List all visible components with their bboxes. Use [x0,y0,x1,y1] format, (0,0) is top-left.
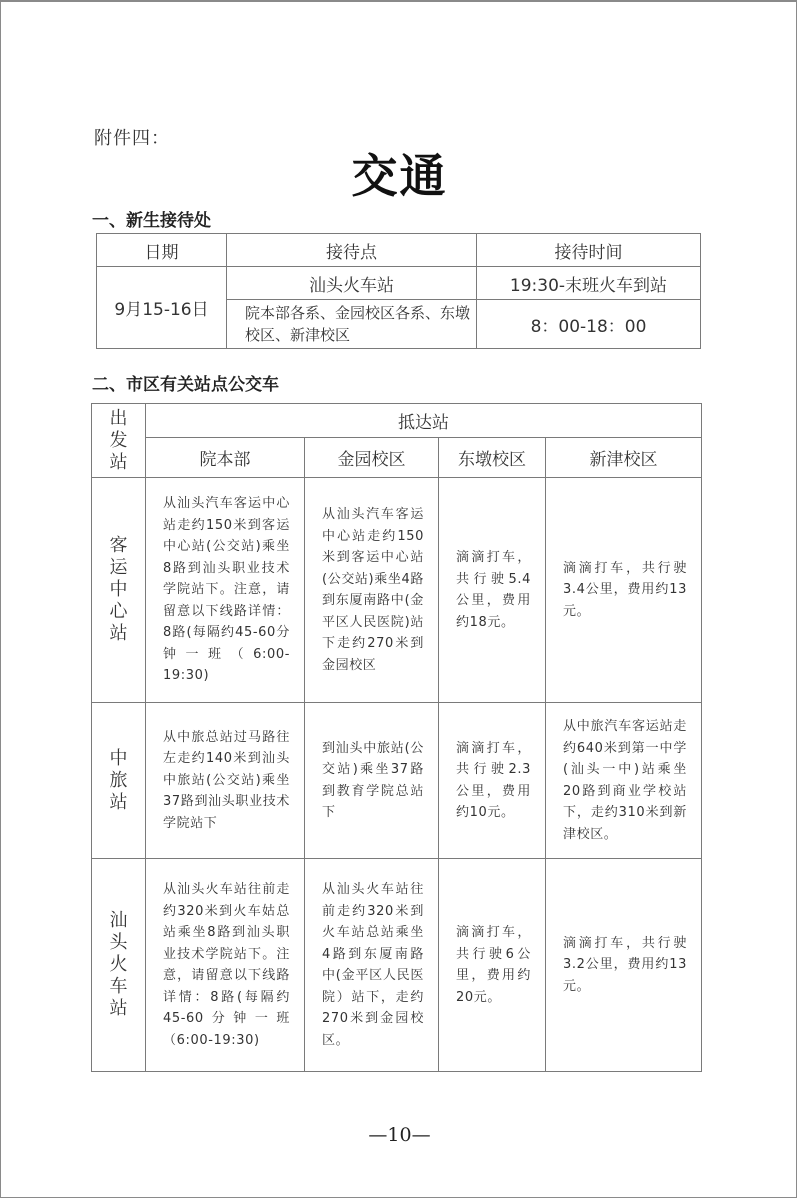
route-cell: 滴滴打车，共行驶3.4公里，费用约13元。 [546,478,702,703]
bus-table [91,403,702,1072]
route-cell: 从汕头火车站往前走约320米到火车站总站乘坐4路到东厦南路中(金平区人民医院）站下，走约270米到金园校区。 [305,859,439,1072]
origin-label: 客运中心站 [109,535,128,644]
origin-label: 汕头火车站 [109,910,128,1019]
header-date: 日期 [97,234,227,267]
place-cell: 院本部各系、金园校区各系、东墩校区、新津校区 [227,300,477,349]
origin-header-cell [92,404,146,478]
dest-header-xinjin: 新津校区 [546,438,702,478]
attachment-label: 附件四： [94,128,170,149]
origin-cell [92,703,146,859]
route-cell: 滴滴打车，共行驶2.3公里，费用约10元。 [439,703,546,859]
route-cell: 到汕头中旅站(公交站)乘坐37路到教育学院总站下 [305,703,439,859]
origin-header: 出发站 [109,407,128,473]
dest-header-main: 院本部 [146,438,305,478]
origin-cell [92,859,146,1072]
time-cell: 8：00-18：00 [477,300,701,349]
route-cell: 从汕头汽车客运中心站走约150米到客运中心站(公交站)乘坐8路到汕头职业技术学院站下。注意，请留意以下线路详情：8路(每隔约45-60分钟一班（6:00-19:30) [146,478,305,703]
table-row [97,267,701,300]
table-header-row [92,438,702,478]
route-cell: 滴滴打车，共行驶3.2公里，费用约13元。 [546,859,702,1072]
reception-table [96,233,701,349]
header-place: 接待点 [227,234,477,267]
origin-label: 中旅站 [109,747,128,813]
time-cell: 19:30-末班火车到站 [477,267,701,300]
route-cell: 从中旅总站过马路往左走约140米到汕头中旅站(公交站)乘坐37路到汕头职业技术学院站下 [146,703,305,859]
destination-header: 抵达站 [146,404,702,438]
table-row [92,703,702,859]
dest-header-jinyuan: 金园校区 [305,438,439,478]
route-cell: 从中旅汽车客运站走约640米到第一中学(汕头一中)站乘坐20路到商业学校站下，走约310米到新津校区。 [546,703,702,859]
table-row [92,859,702,1072]
table-header-row [92,404,702,438]
route-cell: 从汕头火车站往前走约320米到火车姑总站乘坐8路到汕头职业技术学院站下。注意，请留意以下线路详情：8路(每隔约45-60分钟一班（6:00-19:30) [146,859,305,1072]
dest-header-dongdun: 东墩校区 [439,438,546,478]
place-cell: 汕头火车站 [227,267,477,300]
table-row [92,478,702,703]
header-time: 接待时间 [477,234,701,267]
route-cell: 从汕头汽车客运中心站走约150米到客运中心站(公交站)乘坐4路到东厦南路中(金平区人民医院)站下走约270米到金园校区 [305,478,439,703]
page-title: 交通 [351,149,448,203]
route-cell: 滴滴打车，共行驶6公里，费用约20元。 [439,859,546,1072]
date-cell: 9月15-16日 [97,267,227,349]
section-heading-bus: 二、市区有关站点公交车 [92,375,279,395]
page-number: —10— [368,1124,431,1146]
table-header-row [97,234,701,267]
section-heading-reception: 一、新生接待处 [92,211,211,231]
origin-cell [92,478,146,703]
route-cell: 滴滴打车，共行驶5.4公里，费用约18元。 [439,478,546,703]
